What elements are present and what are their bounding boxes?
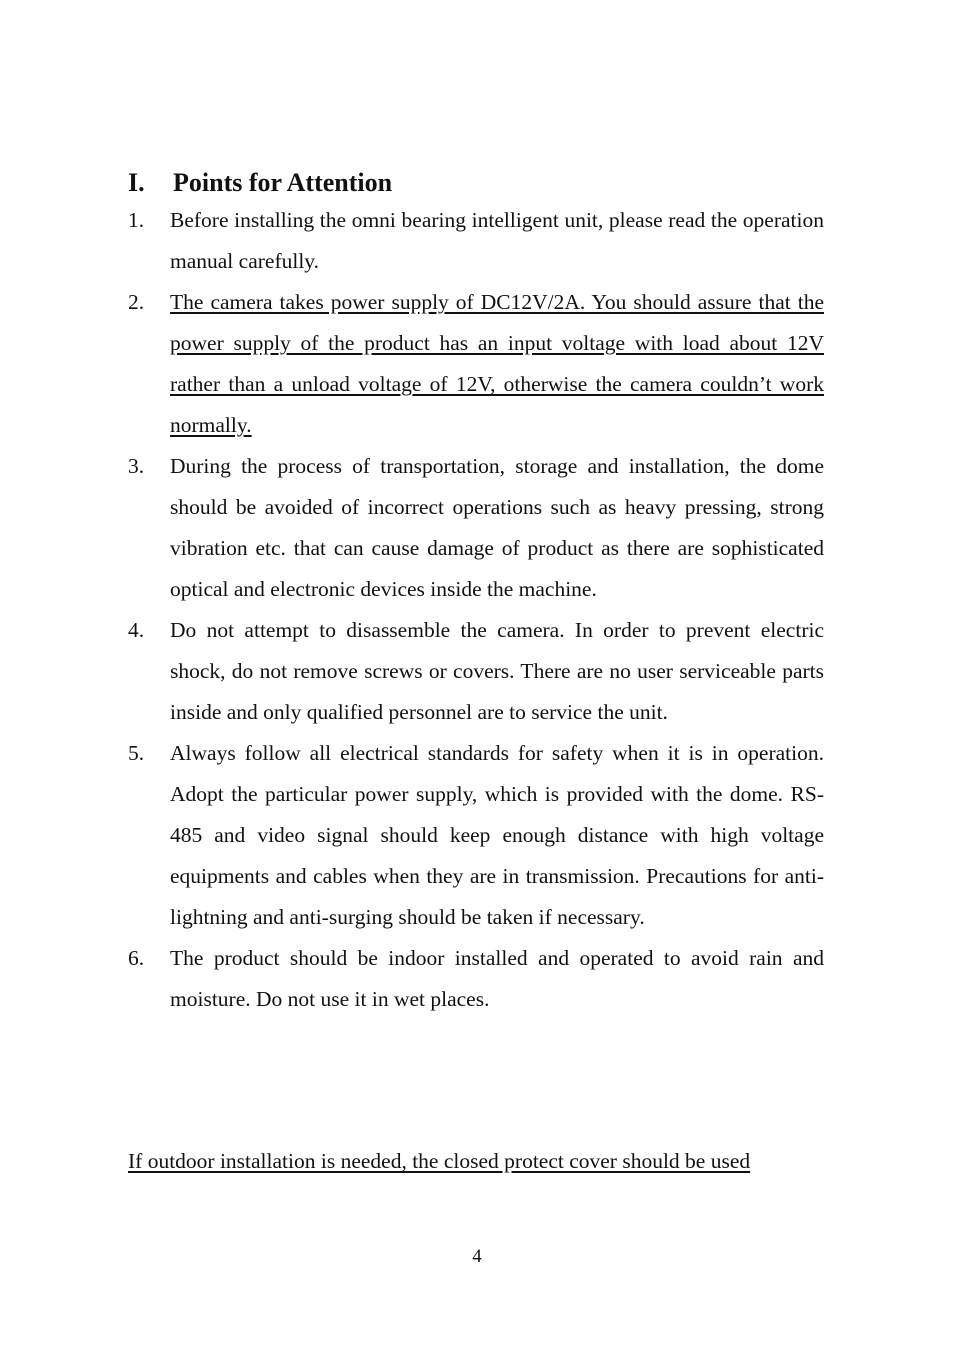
section-number: I. bbox=[128, 168, 145, 197]
outdoor-installation-note: If outdoor installation is needed, the closed protect cover should be used bbox=[128, 1149, 751, 1173]
list-item-text: Always follow all electrical standards for safety when it is in operation. Adopt the particular power supply, which is provided with the dome. RS-485 and video signal should keep enough distance with high voltage equipments and cables when they are in transmission. Precautions for anti-lightning and anti-surging should be taken if necessary. bbox=[170, 741, 824, 929]
list-item bbox=[128, 938, 824, 1020]
list-item-number: 1. bbox=[128, 208, 145, 232]
list-item-text: The product should be indoor installed and operated to avoid rain and moisture. Do not use it in wet places. bbox=[170, 946, 824, 1011]
list-item bbox=[128, 610, 824, 733]
list-item-number: 3. bbox=[128, 454, 145, 478]
list-item-text: Do not attempt to disassemble the camera. In order to prevent electric shock, do not remove screws or covers. There are no user serviceable parts inside and only qualified personnel are to service the unit. bbox=[170, 618, 824, 724]
list-item-text-underlined: The camera takes power supply of DC12V/2A. You should assure that the power supply of the product has an input voltage with load about 12V rather than a unload voltage of 12V, otherwise the camera couldn’t work normally. bbox=[170, 290, 824, 437]
list-item bbox=[128, 282, 824, 446]
list-item-number: 2. bbox=[128, 290, 145, 314]
list-item-number: 5. bbox=[128, 741, 145, 765]
list-item-text: During the process of transportation, storage and installation, the dome should be avoided of incorrect operations such as heavy pressing, strong vibration etc. that can cause damage of product as there are sophisticated optical and electronic devices inside the machine. bbox=[170, 454, 824, 601]
attention-list bbox=[128, 200, 824, 1020]
list-item bbox=[128, 200, 824, 282]
list-item bbox=[128, 733, 824, 938]
list-item-number: 6. bbox=[128, 946, 145, 970]
list-item-number: 4. bbox=[128, 618, 145, 642]
section-heading bbox=[128, 166, 828, 200]
list-item-text: Before installing the omni bearing intelligent unit, please read the operation manual carefully. bbox=[170, 208, 824, 273]
section-title: Points for Attention bbox=[173, 168, 393, 197]
page-number: 4 bbox=[472, 1246, 482, 1267]
list-item bbox=[128, 446, 824, 610]
